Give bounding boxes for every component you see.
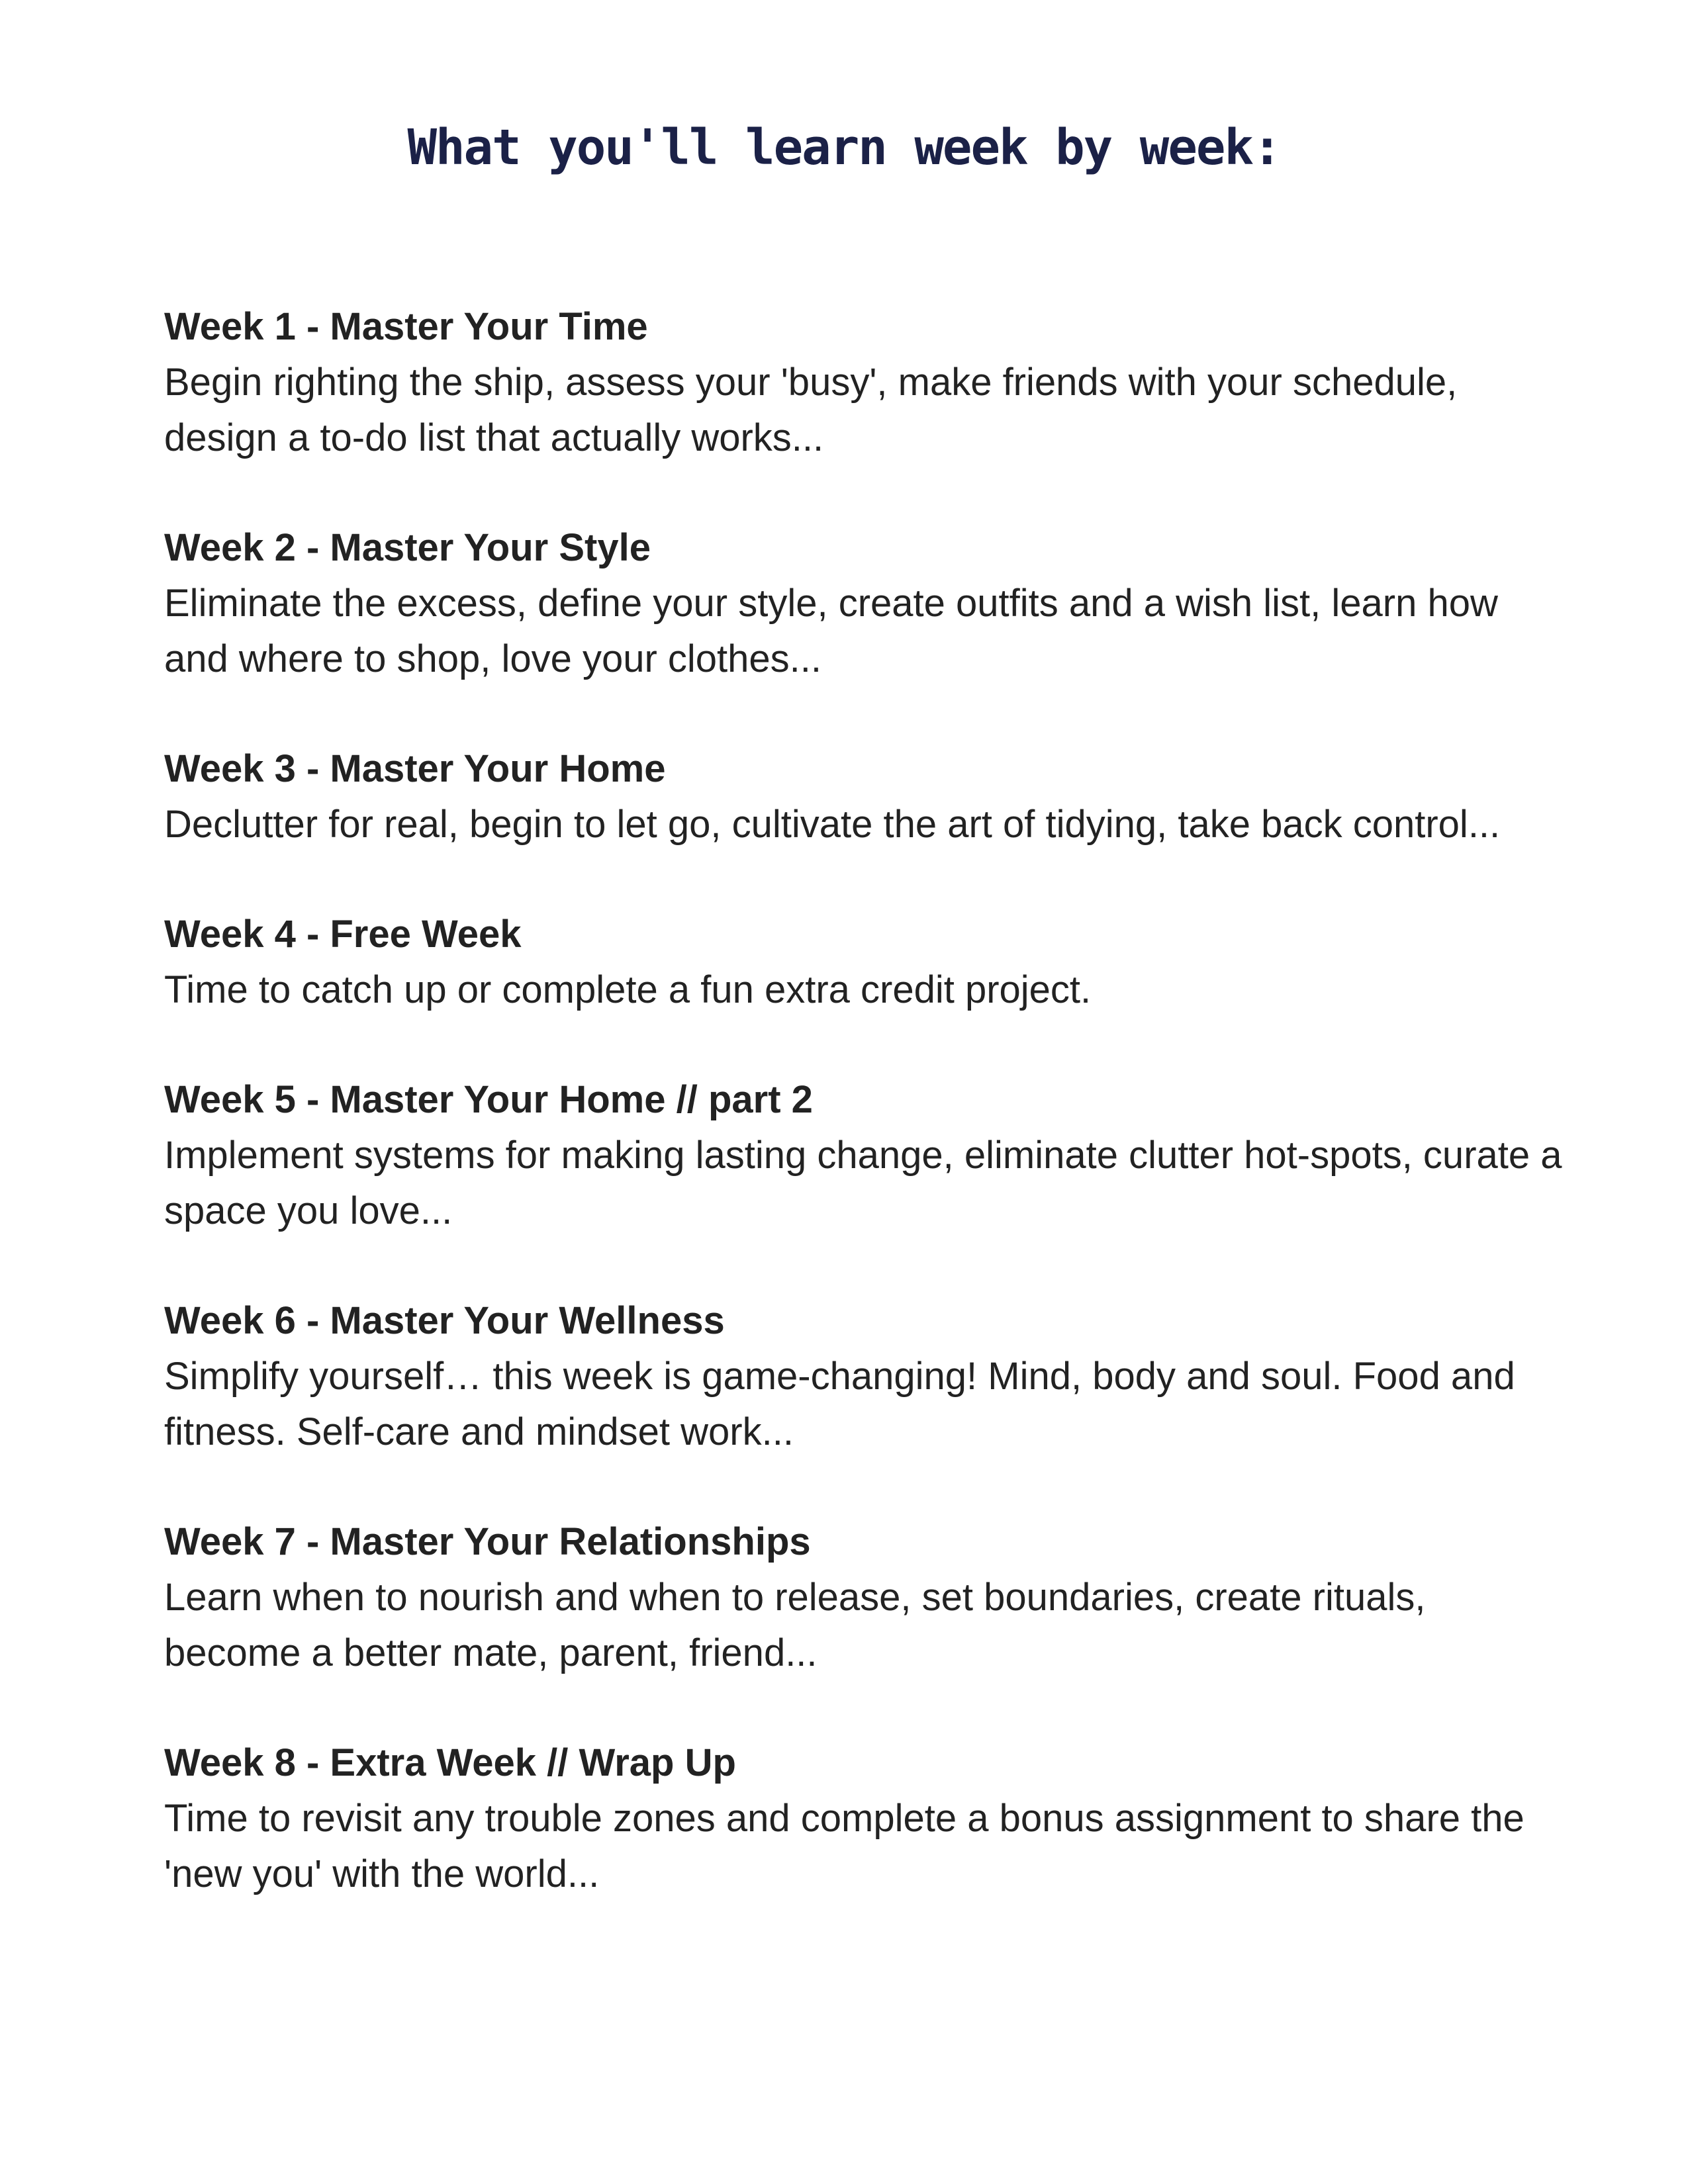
week-item-3 xyxy=(164,741,1568,852)
week-heading: Week 5 - Master Your Home // part 2 xyxy=(164,1078,813,1121)
week-heading: Week 7 - Master Your Relationships xyxy=(164,1520,811,1563)
week-heading: Week 3 - Master Your Home xyxy=(164,747,666,790)
week-heading: Week 8 - Extra Week // Wrap Up xyxy=(164,1741,736,1784)
week-item-6 xyxy=(164,1293,1568,1460)
week-item-8 xyxy=(164,1735,1568,1902)
week-item-4 xyxy=(164,907,1568,1018)
week-description: Learn when to nourish and when to release, set boundaries, create rituals, become a better mate, parent, friend... xyxy=(164,1576,1426,1674)
page-title: What you'll learn week by week: xyxy=(407,119,1281,176)
week-description: Eliminate the excess, define your style, create outfits and a wish list, learn how and where to shop, love your clothes... xyxy=(164,582,1498,680)
week-item-2 xyxy=(164,520,1568,687)
week-heading: Week 1 - Master Your Time xyxy=(164,305,648,348)
week-list xyxy=(164,299,1568,1956)
week-description: Implement systems for making lasting change, eliminate clutter hot-spots, curate a space you love... xyxy=(164,1134,1562,1232)
week-description: Time to revisit any trouble zones and complete a bonus assignment to share the 'new you' with the world... xyxy=(164,1797,1524,1895)
week-heading: Week 6 - Master Your Wellness xyxy=(164,1299,725,1342)
week-item-7 xyxy=(164,1514,1568,1681)
week-description: Declutter for real, begin to let go, cultivate the art of tidying, take back control... xyxy=(164,803,1501,846)
week-heading: Week 4 - Free Week xyxy=(164,913,522,956)
week-item-1 xyxy=(164,299,1568,466)
week-description: Begin righting the ship, assess your 'busy', make friends with your schedule, design a to-do list that actually works... xyxy=(164,361,1458,459)
week-description: Time to catch up or complete a fun extra credit project. xyxy=(164,968,1092,1011)
week-description: Simplify yourself… this week is game-changing! Mind, body and soul. Food and fitness. Self-care and mindset work... xyxy=(164,1355,1515,1453)
week-heading: Week 2 - Master Your Style xyxy=(164,526,651,569)
week-item-5 xyxy=(164,1072,1568,1239)
